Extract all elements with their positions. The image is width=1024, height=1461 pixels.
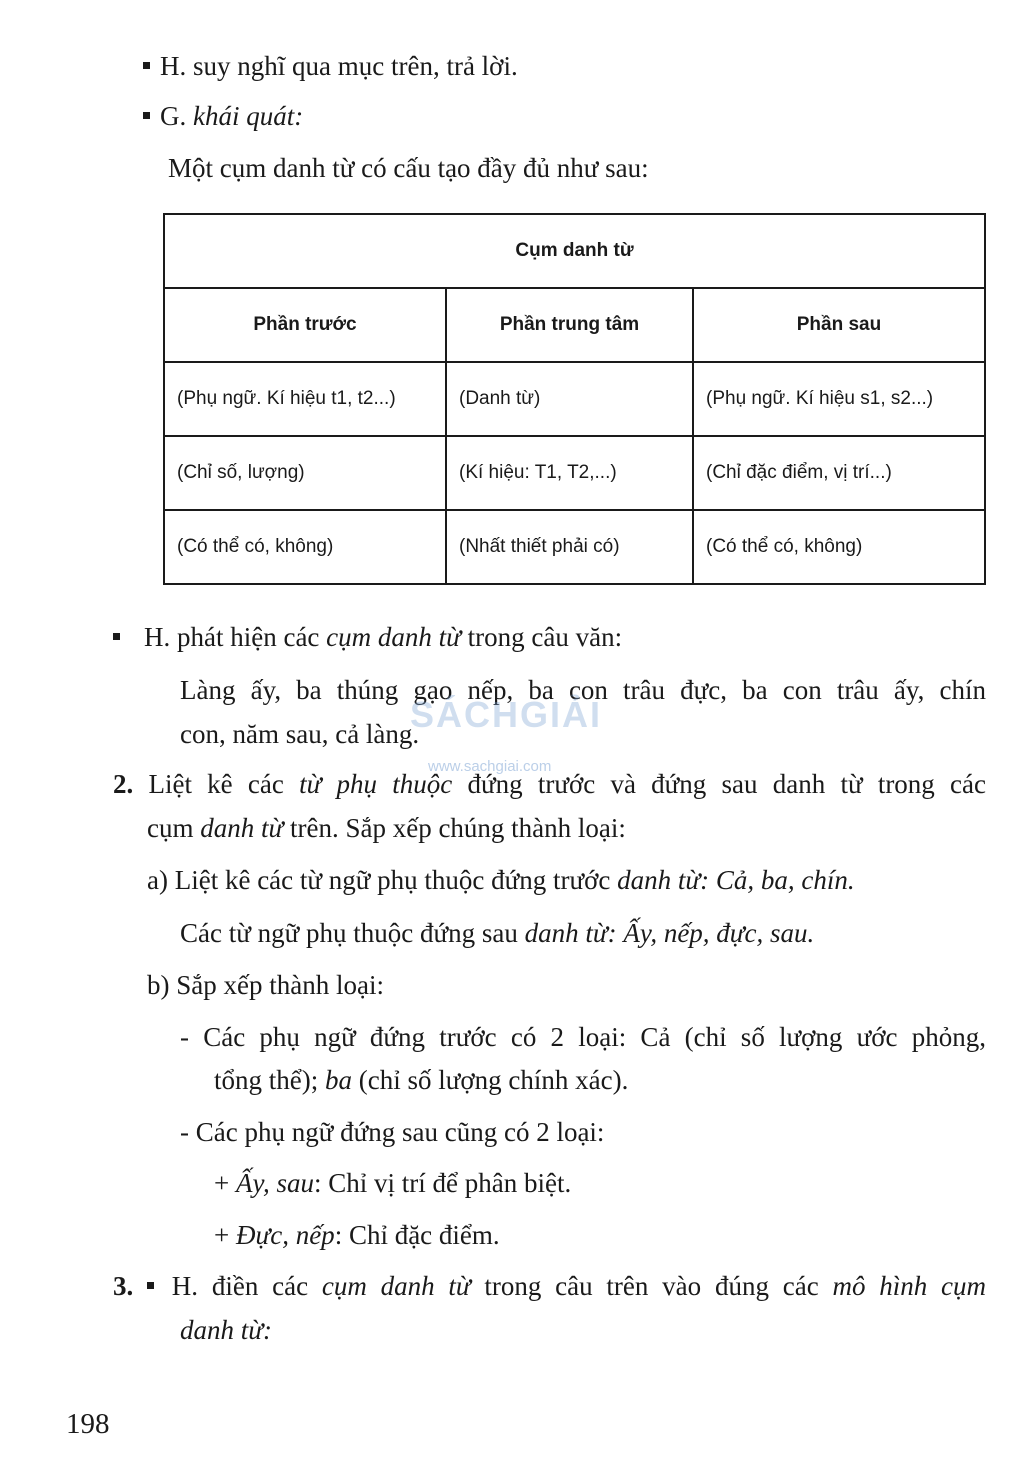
table-cell: (Chỉ số, lượng): [164, 436, 446, 510]
section2-line-2: [147, 812, 626, 844]
italic-text: mô hình cụm: [832, 1271, 987, 1301]
example-line-2: con, năm sau, cả làng.: [180, 719, 420, 749]
watermark-url: www.sachgiai.com: [428, 758, 552, 775]
table-title-row: [164, 214, 985, 288]
text: tổng thể);: [214, 1065, 325, 1095]
section2-b2-line: - Các phụ ngữ đứng sau cũng có 2 loại:: [180, 1117, 605, 1147]
bullet-icon: [147, 1282, 154, 1289]
italic-text: cụm danh từ: [326, 622, 461, 652]
section2-a-line: [147, 864, 855, 896]
text: đứng trước và đứng sau danh từ trong các: [452, 769, 986, 799]
table-row: [164, 436, 985, 510]
section2-b1-line-1: - Các phụ ngữ đứng trước có 2 loại: Cả (chỉ số lượng ước phỏng,: [180, 1022, 986, 1052]
italic-text: danh từ:: [180, 1315, 272, 1345]
item-number: 2.: [113, 769, 134, 799]
section3-line-2: [180, 1314, 272, 1346]
table-row: [164, 362, 985, 436]
section2-b2-point-2: [214, 1219, 500, 1251]
text: : Chỉ đặc điểm.: [334, 1220, 500, 1250]
text: +: [214, 1220, 236, 1250]
table-cell: (Có thể có, không): [693, 510, 985, 584]
example-line-1: Làng ấy, ba thúng gạo nếp, ba con trâu đực, ba con trâu ấy, chín: [180, 675, 986, 705]
italic-text: cụm danh từ: [321, 1271, 471, 1301]
text: a) Liệt kê các từ ngữ phụ thuộc đứng trước: [147, 865, 618, 895]
section3-line-1: [113, 1270, 986, 1302]
text: (chỉ số lượng chính xác).: [351, 1065, 629, 1095]
text: trong câu trên vào đúng các: [470, 1271, 833, 1301]
italic-text: Đực, nếp: [235, 1220, 335, 1250]
noun-phrase-table: [163, 213, 986, 585]
italic-text: khái quát:: [193, 101, 304, 131]
table-cell: (Nhất thiết phải có): [446, 510, 693, 584]
section2-b-line: b) Sắp xếp thành loại:: [147, 970, 384, 1000]
section2-b2-point-1: [214, 1167, 571, 1199]
table-cell: (Danh từ): [446, 362, 693, 436]
italic-text: từ phụ thuộc: [299, 769, 453, 799]
table-header: Phần sau: [693, 288, 985, 362]
text: G.: [160, 101, 193, 131]
table-row: [164, 510, 985, 584]
table-header: Phần trước: [164, 288, 446, 362]
table-cell: (Phụ ngữ. Kí hiệu t1, t2...): [164, 362, 446, 436]
intro-line: Một cụm danh từ có cấu tạo đầy đủ như sau:: [168, 153, 649, 183]
bullet-icon: [143, 112, 150, 119]
table-cell: (Phụ ngữ. Kí hiệu s1, s2...): [693, 362, 985, 436]
italic-text: ba: [324, 1065, 352, 1095]
text: trong câu văn:: [460, 622, 623, 652]
text: Các từ ngữ phụ thuộc đứng sau: [180, 918, 525, 948]
italic-text: danh từ: Cả, ba, chín.: [617, 865, 855, 895]
text: H. phát hiện các: [144, 622, 327, 652]
text: +: [214, 1168, 236, 1198]
text: H. điền các: [158, 1271, 322, 1301]
watermark-logo: SÁCHGIẢI: [410, 694, 603, 735]
text: H. suy nghĩ qua mục trên, trả lời.: [160, 51, 518, 81]
italic-text: Ấy, sau: [235, 1168, 314, 1198]
italic-text: danh từ: Ấy, nếp, đực, sau.: [524, 918, 815, 948]
table-cell: (Có thể có, không): [164, 510, 446, 584]
text: Liệt kê các: [133, 769, 300, 799]
section2-line-1: [113, 768, 986, 800]
table-header-row: [164, 288, 985, 362]
item-number: 3.: [113, 1271, 134, 1301]
section1-bullet-line: [113, 621, 622, 653]
bullet-icon: [143, 62, 150, 69]
table-cell: (Kí hiệu: T1, T2,...): [446, 436, 693, 510]
bullet-line-2: [143, 100, 303, 132]
text: cụm: [147, 813, 201, 843]
table-title: Cụm danh từ: [164, 214, 985, 288]
bullet-line-1: [143, 50, 518, 82]
table-header: Phần trung tâm: [446, 288, 693, 362]
section2-a2-line: [180, 917, 814, 949]
bullet-icon: [113, 633, 120, 640]
page-number: 198: [66, 1408, 110, 1440]
text: trên. Sắp xếp chúng thành loại:: [283, 813, 626, 843]
table-cell: (Chỉ đặc điểm, vị trí...): [693, 436, 985, 510]
text: : Chỉ vị trí để phân biệt.: [313, 1168, 572, 1198]
section2-b1-line-2: [214, 1064, 628, 1096]
italic-text: danh từ: [200, 813, 284, 843]
